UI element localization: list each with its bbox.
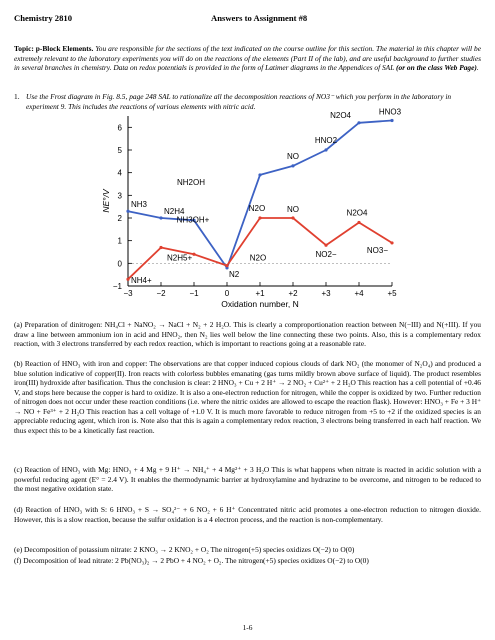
answer-b [14,359,481,435]
x-tick-label: +1 [255,289,265,298]
answer-c-text: (c) Reaction of HNO₃ with Mg: HNO₃ + 4 Mg + 9 H⁺ → NH₄⁺ + 4 Mg²⁺ + 3 H₂O This is what happens when nitrate is reacted in acidic solution with a powerful reducing agent (E° = 2.4 V). It enables the thermodynamic barrier at hydroxylamine and hydrazine to be overcome, and nitrogen to be reduced to the most negative oxidation state. [14,465,481,493]
species-label: NO3− [366,245,388,255]
species-label: N2H5+ [167,253,193,263]
x-tick-label: +4 [354,289,364,298]
x-tick-label: −2 [156,289,166,298]
species-label: N2O [248,204,266,213]
answer-b-text: (b) Reaction of HNO₃ with iron and copper: The observations are that copper induced copious clouds of dark NO₂ (the monomer of N₂O₄) and produced a blue solution indicative of copper(II). Iron reacts with colorless bubbles emanating (gas turns mildly brown above surface of liquid). The product resembles iron(III) hydroxide after basification. Thus the conclusion is clear: 2 HNO₃ + Cu + 2 H⁺ → 2 NO₂ + Cu²⁺ + 2 H₂O This reaction has a cell potential of +0.46 V, and stops here because the copper is hard to oxidize. It is also a one-electron reduction for nitrogen, while the copper is oxidized by two. Further reduction of nitrogen does not occur under these reaction conditions (i.e. where the nitric oxides are allowed to escape the reaction flask). However: HNO₃ + Fe + 3 H⁺ → NO + Fe³⁺ + 2 H₂O This reaction has a cell voltage of +1.0 V. It is much more favorable to reduce nitrogen from +5 to +2 if the oxidized species is an appreciable reducing agent, which iron is. Note also that this is again a complementary redox reaction, 3 electrons being transferred in each half reaction. We thus expect this to be a kinetically fast reaction. [14,359,481,435]
topic-paragraph [14,44,481,73]
species-label: N2O4 [330,110,351,120]
answer-d [14,505,481,524]
y-tick-label: −1 [112,282,122,291]
species-label: NH3OH+ [176,215,210,225]
species-label: N2O4 [346,208,368,218]
y-tick-label: 0 [117,259,122,269]
data-point [126,210,129,213]
species-label: NH3 [131,200,148,210]
x-axis-title: Oxidation number, N [221,299,299,309]
topic-text: You are responsible for the sections of the text indicated on the course outline for this section. The material in this chapter will be extremely relevant to the laboratory experiments you will do on the reactions of the elements (Part II of the lab), and are useful background to further studies in several branches in chemistry. Data on redox potentials is provided in the form of Latimer diagrams in the Appendices of SAL [14,44,481,72]
topic-end: . [476,63,479,72]
answer-c [14,465,481,494]
data-point [324,148,327,151]
answer-d-text: (d) Reaction of HNO₃ with S: 6 HNO₃ + S → SO₄²⁻ + 6 NO₂ + 6 H⁺ Concentrated nitric acid promotes a one-electron reduction to nitrogen dioxide. However, this is a slow reaction, because the sulfur oxidation is a 4 electron process, and the reaction is non-complementary. [14,505,481,524]
course-title: Chemistry 2810 [14,13,72,23]
page-header [14,13,481,25]
data-point [258,173,261,176]
species-label: N2 [229,269,240,279]
frost-diagram [0,108,495,318]
data-point [357,221,360,224]
data-point [159,216,162,219]
y-tick-label: 2 [117,214,122,223]
page-number: 1-6 [242,623,253,632]
x-tick-label: 0 [224,289,230,298]
x-tick-label: +3 [321,289,331,298]
y-tick-label: 1 [117,236,122,246]
data-point [225,264,228,267]
topic-label: Topic: p-Block Elements. [14,44,94,53]
x-tick-label: −3 [123,289,133,298]
answer-a-text: (a) Preparation of dinitrogen: NH₄Cl + NaNO₂ → NaCl + N₂ + 2 H₂O. This is clearly a comproportionation reaction between N(−III) and N(+III). If you draw a line between ammonium ion in acid and HNO₂, then N₂ lies well below the line connecting these two points. Also, this is a complementary redox reaction, with 3 electrons transferred by each redox reaction, which is important to reactions going at a reasonable rate. [14,320,481,348]
species-label: NH2OH [176,177,206,187]
species-label: HNO2 [314,136,338,145]
data-point [258,216,261,219]
species-label: HNO3 [378,108,402,117]
data-point [159,246,162,249]
species-label: N2H4 [164,207,185,216]
data-point [192,253,195,256]
species-label: NO2− [315,250,337,260]
answer-f [14,556,481,566]
species-label: NO [287,205,299,214]
series-line-0 [128,121,392,268]
data-point [291,164,294,167]
data-point [357,121,360,124]
species-label: N2O [249,253,267,263]
x-tick-label: +2 [288,289,298,298]
data-point [390,241,393,244]
answer-e-text: (e) Decomposition of potassium nitrate: 2 KNO₃ → 2 KNO₂ + O₂ The nitrogen(+5) species oxidizes O(−2) to O(0) [14,545,355,554]
y-tick-label: 4 [117,168,122,178]
topic-bold-text: (or on the class Web Page) [396,63,477,72]
x-tick-label: +5 [387,289,397,298]
species-label: NH4+ [131,276,152,286]
data-point [390,119,393,122]
question-number: 1. [14,92,20,101]
y-axis-title: NE°/V [101,189,111,213]
y-tick-label: 3 [117,191,122,201]
series-line-1 [128,218,392,279]
answer-a [14,320,481,349]
x-tick-label: −1 [189,289,199,298]
assignment-title: Answers to Assignment #8 [211,13,308,23]
question-text: Use the Frost diagram in Fig. 8.5, page 248 SAL to rationalize all the decomposition reactions of NO3⁻ which you perform in the laboratory in experiment 9. This includes the reactions of various elements with nitric acid. [26,92,452,111]
answer-f-text: (f) Decomposition of lead nitrate: 2 Pb(NO₃)₂ → 2 PbO + 4 NO₂ + O₂. The nitrogen(+5) species oxidizes O(−2) to O(0) [14,556,369,565]
data-point [291,216,294,219]
data-point [126,278,129,281]
y-tick-label: 6 [117,123,122,133]
y-tick-label: 5 [117,146,122,155]
answer-e [14,545,481,555]
species-label: NO [287,151,299,161]
data-point [324,244,327,247]
